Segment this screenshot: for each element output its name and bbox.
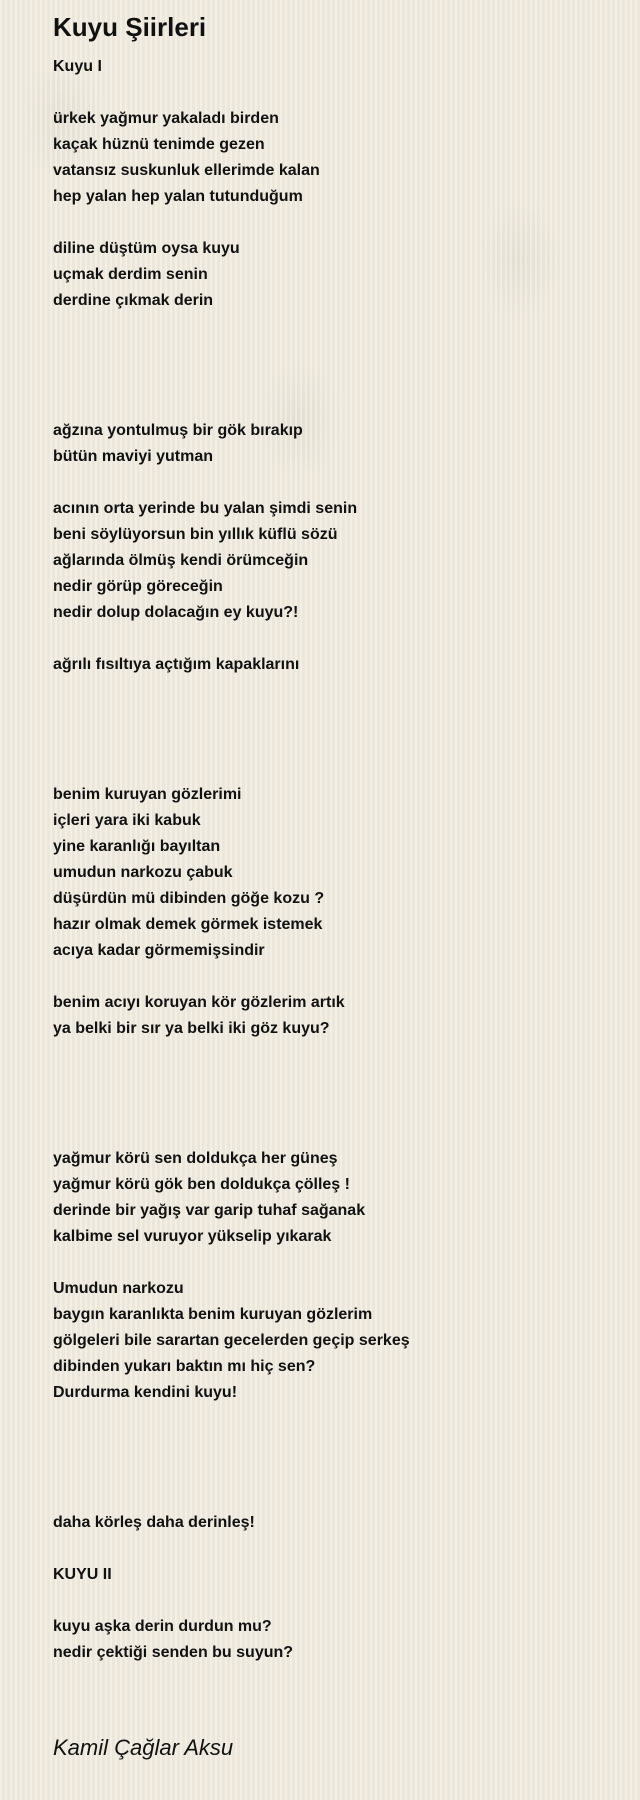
poem-line: Durdurma kendini kuyu! [53, 1384, 238, 1401]
poem-line: KUYU II [53, 1566, 112, 1583]
poem-body [53, 54, 613, 1666]
poet-name[interactable]: Kamil Çağlar Aksu [53, 1735, 234, 1760]
poem-line: hep yalan hep yalan tutunduğum [53, 188, 303, 205]
poem-line: gölgeleri bile sarartan gecelerden geçip serkeş [53, 1332, 410, 1349]
stanza-gap [53, 340, 613, 366]
stanza-gap [53, 1536, 613, 1562]
poem-line: ürkek yağmur yakaladı birden [53, 110, 279, 127]
poem-line: ya belki bir sır ya belki iki göz kuyu? [53, 1020, 330, 1037]
poem-line: benim acıyı koruyan kör gözlerim artık [53, 994, 345, 1011]
poem-line: nedir çektiği senden bu suyun? [53, 1644, 294, 1661]
stanza-gap [53, 756, 613, 782]
poem-line: ağrılı fısıltıya açtığım kapaklarını [53, 656, 300, 673]
stanza-gap [53, 1458, 613, 1484]
poem-line: hazır olmak demek görmek istemek [53, 916, 323, 933]
poem-line: nedir dolup dolacağın ey kuyu?! [53, 604, 299, 621]
stanza-gap [53, 80, 613, 106]
poem-line: ağlarında ölmüş kendi örümceğin [53, 552, 309, 569]
poem-line: vatansız suskunluk ellerimde kalan [53, 162, 320, 179]
poem-line: yağmur körü gök ben doldukça çölleş ! [53, 1176, 350, 1193]
poem-line: kuyu aşka derin durdun mu? [53, 1618, 272, 1635]
stanza-gap [53, 964, 613, 990]
poem-line: kalbime sel vuruyor yükselip yıkarak [53, 1228, 332, 1245]
stanza-gap [53, 1042, 613, 1068]
poem-line: kaçak hüznü tenimde gezen [53, 136, 265, 153]
stanza-gap [53, 704, 613, 730]
poem-line: acıya kadar görmemişsindir [53, 942, 265, 959]
stanza-gap [53, 470, 613, 496]
stanza-gap [53, 1588, 613, 1614]
poem-line: dibinden yukarı baktın mı hiç sen? [53, 1358, 316, 1375]
stanza-gap [53, 1120, 613, 1146]
poem-line: baygın karanlıkta benim kuruyan gözlerim [53, 1306, 373, 1323]
poem-line: beni söylüyorsun bin yıllık küflü sözü [53, 526, 338, 543]
stanza-gap [53, 1250, 613, 1276]
poem-line: umudun narkozu çabuk [53, 864, 233, 881]
stanza-gap [53, 366, 613, 392]
stanza-gap [53, 1094, 613, 1120]
poem-line: ağzına yontulmuş bir gök bırakıp [53, 422, 303, 439]
stanza-gap [53, 626, 613, 652]
poem-line: daha körleş daha derinleş! [53, 1514, 255, 1531]
poem-line: uçmak derdim senin [53, 266, 208, 283]
poem-line: derdine çıkmak derin [53, 292, 214, 309]
poem-line: yine karanlığı bayıltan [53, 838, 221, 855]
stanza-gap [53, 1484, 613, 1510]
poem-line: yağmur körü sen doldukça her güneş [53, 1150, 338, 1167]
poem-line: benim kuruyan gözlerimi [53, 786, 242, 803]
stanza-gap [53, 678, 613, 704]
stanza-gap [53, 730, 613, 756]
stanza-gap [53, 1432, 613, 1458]
poem-line: Umudun narkozu [53, 1280, 184, 1297]
poem-line: nedir görüp göreceğin [53, 578, 223, 595]
stanza-gap [53, 392, 613, 418]
poem-line: acının orta yerinde bu yalan şimdi senin [53, 500, 358, 517]
poem-line: derinde bir yağış var garip tuhaf sağanak [53, 1202, 366, 1219]
poem-line: Kuyu I [53, 58, 102, 75]
stanza-gap [53, 1068, 613, 1094]
stanza-gap [53, 1406, 613, 1432]
poem-title: Kuyu Şiirleri [53, 12, 207, 42]
poem-line: diline düştüm oysa kuyu [53, 240, 240, 257]
poem-line: bütün maviyi yutman [53, 448, 214, 465]
stanza-gap [53, 314, 613, 340]
poem-page [53, 12, 613, 1760]
stanza-gap [53, 210, 613, 236]
poem-line: düşürdün mü dibinden göğe kozu ? [53, 890, 325, 907]
poem-line: içleri yara iki kabuk [53, 812, 201, 829]
